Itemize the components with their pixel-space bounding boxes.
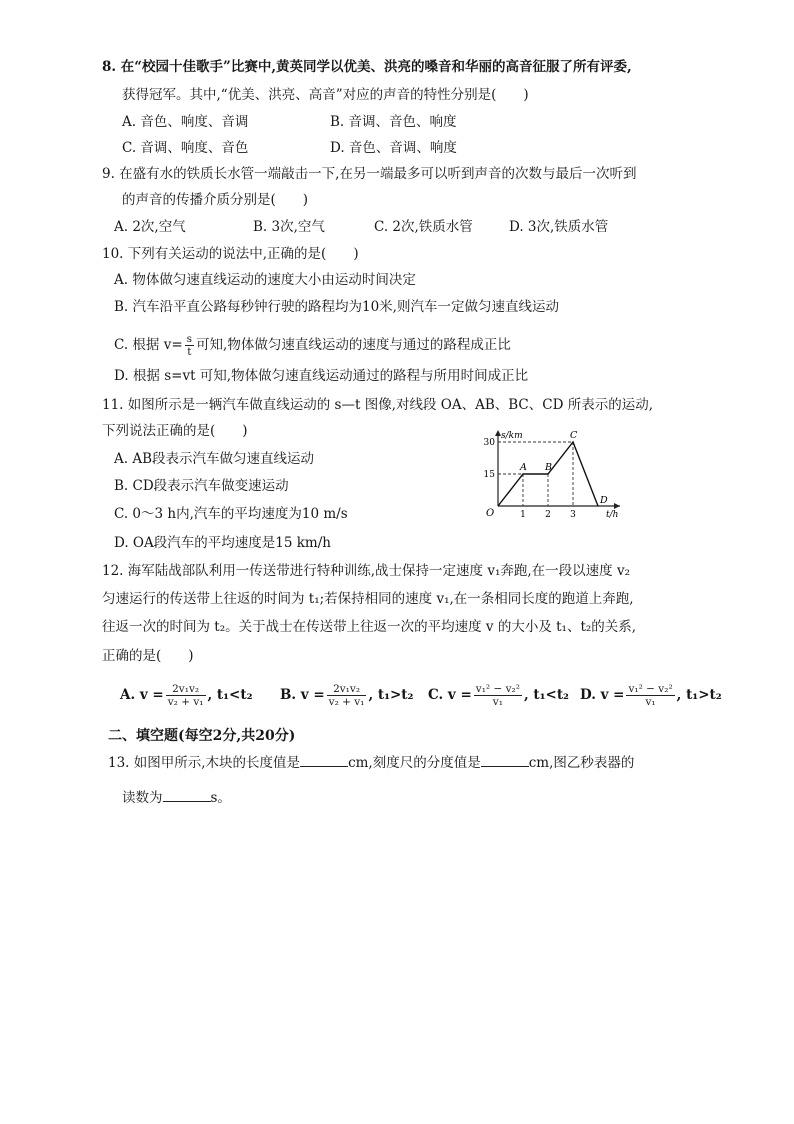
point-label: B [545, 462, 552, 473]
q13-text-part4: 读数为 [122, 790, 163, 806]
x-axis-arrow [614, 503, 620, 509]
answer-blank-length[interactable] [300, 752, 348, 767]
q8-line2: 获得冠军。其中,“优美、洪亮、高音”对应的声音的特性分别是( ) [122, 87, 529, 103]
q12-option-c-prefix: C. v = [428, 687, 472, 703]
q12-option-c [428, 683, 569, 708]
q12-option-c-suffix: , t₁<t₂ [523, 687, 569, 703]
q8-option-a: A. 音色、响度、音调 [122, 114, 249, 130]
q11-option-b: B. CD段表示汽车做变速运动 [114, 478, 289, 494]
point-label: D [600, 495, 608, 506]
q12-option-b [280, 683, 413, 708]
q8-option-c: C. 音调、响度、音色 [122, 140, 249, 156]
section-title: 二、填空题(每空2分,共20分) [108, 728, 296, 744]
x-axis-label: t/h [606, 510, 619, 520]
q11-option-c: C. 0～3 h内,汽车的平均速度为10 m/s [114, 506, 348, 522]
q12-line4: 正确的是( ) [102, 648, 194, 664]
origin-label: O [486, 508, 495, 519]
q12-line3: 往返一次的时间为 t₂。关于战士在传送带上往返一次的平均速度 v 的大小及 t₁、t₂的关系, [102, 619, 637, 635]
answer-blank-division[interactable] [481, 752, 529, 767]
fraction-numerator: v₁² − v₂² [628, 683, 673, 695]
q11-line2: 下列说法正确的是( ) [102, 423, 248, 439]
q12-line2: 匀速运行的传送带上往返的时间为 t₁;若保持相同的速度 v₁,在一条相同长度的跑道上奔跑, [102, 591, 634, 607]
fraction-denominator: t [187, 346, 192, 358]
q13-text-part5: s。 [210, 790, 231, 806]
q12-option-c-fraction [474, 683, 522, 708]
st-graph [472, 428, 632, 520]
q10-option-a: A. 物体做匀速直线运动的速度大小由运动时间决定 [114, 272, 416, 288]
q9-line1: 9. 在盛有水的铁质长水管一端敲击一下,在另一端最多可以听到声音的次数与最后一次听到 [102, 166, 637, 182]
q13-text-part2: cm,刻度尺的分度值是 [348, 755, 481, 771]
fraction-numerator: 2v₁v₂ [166, 683, 206, 696]
y-axis-label: s/km [501, 431, 523, 441]
q12-option-a-suffix: , t₁<t₂ [207, 687, 253, 703]
speed-formula-fraction [185, 333, 194, 358]
q9-option-a: A. 2次,空气 [114, 219, 186, 235]
point-label: C [570, 430, 578, 441]
x-tick-label: 3 [570, 510, 576, 520]
y-tick-label: 30 [483, 438, 495, 448]
q12-option-a-prefix: A. v = [120, 687, 164, 703]
q13-text-part3: cm,图乙秒表器的 [528, 755, 635, 771]
q9-option-c: C. 2次,铁质水管 [374, 219, 473, 235]
fraction-denominator: v₂ + v₁ [167, 696, 204, 708]
q12-option-b-fraction [327, 683, 367, 708]
q8-line1: 8. 在“校园十佳歌手”比赛中,黄英同学以优美、洪亮的嗓音和华丽的高音征服了所有评委, [102, 59, 632, 75]
q12-option-a [120, 683, 253, 708]
q10-option-c-suffix: 可知,物体做匀速直线运动的速度与通过的路程成正比 [196, 337, 511, 353]
q13-line2 [122, 787, 231, 808]
q12-line1: 12. 海军陆战部队利用一传送带进行特种训练,战士保持一定速度 v₁奔跑,在一段以速度 v₂ [102, 563, 631, 579]
fraction-denominator: v₁ [492, 696, 503, 708]
q9-option-b: B. 3次,空气 [253, 219, 325, 235]
q12-option-d [580, 683, 722, 708]
q11-option-d: D. OA段汽车的平均速度是15 km/h [114, 535, 331, 551]
q12-option-d-fraction [626, 683, 674, 708]
q10-option-c-prefix: C. 根据 v= [114, 337, 183, 353]
q13-text-part1: 13. 如图甲所示,木块的长度值是 [108, 755, 301, 771]
x-tick-label: 2 [545, 510, 551, 520]
fraction-denominator: v₂ + v₁ [328, 696, 365, 708]
q12-option-d-suffix: , t₁>t₂ [676, 687, 722, 703]
fraction-numerator: s [186, 333, 193, 345]
x-tick-label: 1 [520, 510, 526, 520]
q11-line1: 11. 如图所示是一辆汽车做直线运动的 s—t 图像,对线段 OA、AB、BC、CD 所表示的运动, [102, 397, 654, 413]
q10-option-b: B. 汽车沿平直公路每秒钟行驶的路程均为10米,则汽车一定做匀速直线运动 [114, 299, 559, 315]
q12-option-d-prefix: D. v = [580, 687, 625, 703]
fraction-numerator: 2v₁v₂ [327, 683, 367, 696]
q12-option-a-fraction [166, 683, 206, 708]
q12-option-b-suffix: , t₁>t₂ [368, 687, 414, 703]
fraction-denominator: v₁ [645, 696, 656, 708]
q13-line1 [108, 752, 634, 773]
fraction-numerator: v₁² − v₂² [475, 683, 520, 695]
q9-option-d: D. 3次,铁质水管 [509, 219, 609, 235]
q12-option-b-prefix: B. v = [280, 687, 325, 703]
q9-line2: 的声音的传播介质分别是( ) [122, 192, 309, 208]
q8-option-b: B. 音调、音色、响度 [330, 114, 457, 130]
point-label: A [520, 462, 527, 473]
y-tick-label: 15 [483, 470, 495, 480]
q11-option-a: A. AB段表示汽车做匀速直线运动 [114, 451, 315, 467]
q8-option-d: D. 音色、音调、响度 [330, 140, 457, 156]
q10-option-c [114, 333, 511, 358]
q10-option-d: D. 根据 s=vt 可知,物体做匀速直线运动通过的路程与所用时间成正比 [114, 368, 529, 384]
answer-blank-stopwatch[interactable] [163, 787, 211, 802]
q10-line1: 10. 下列有关运动的说法中,正确的是( ) [102, 246, 359, 262]
